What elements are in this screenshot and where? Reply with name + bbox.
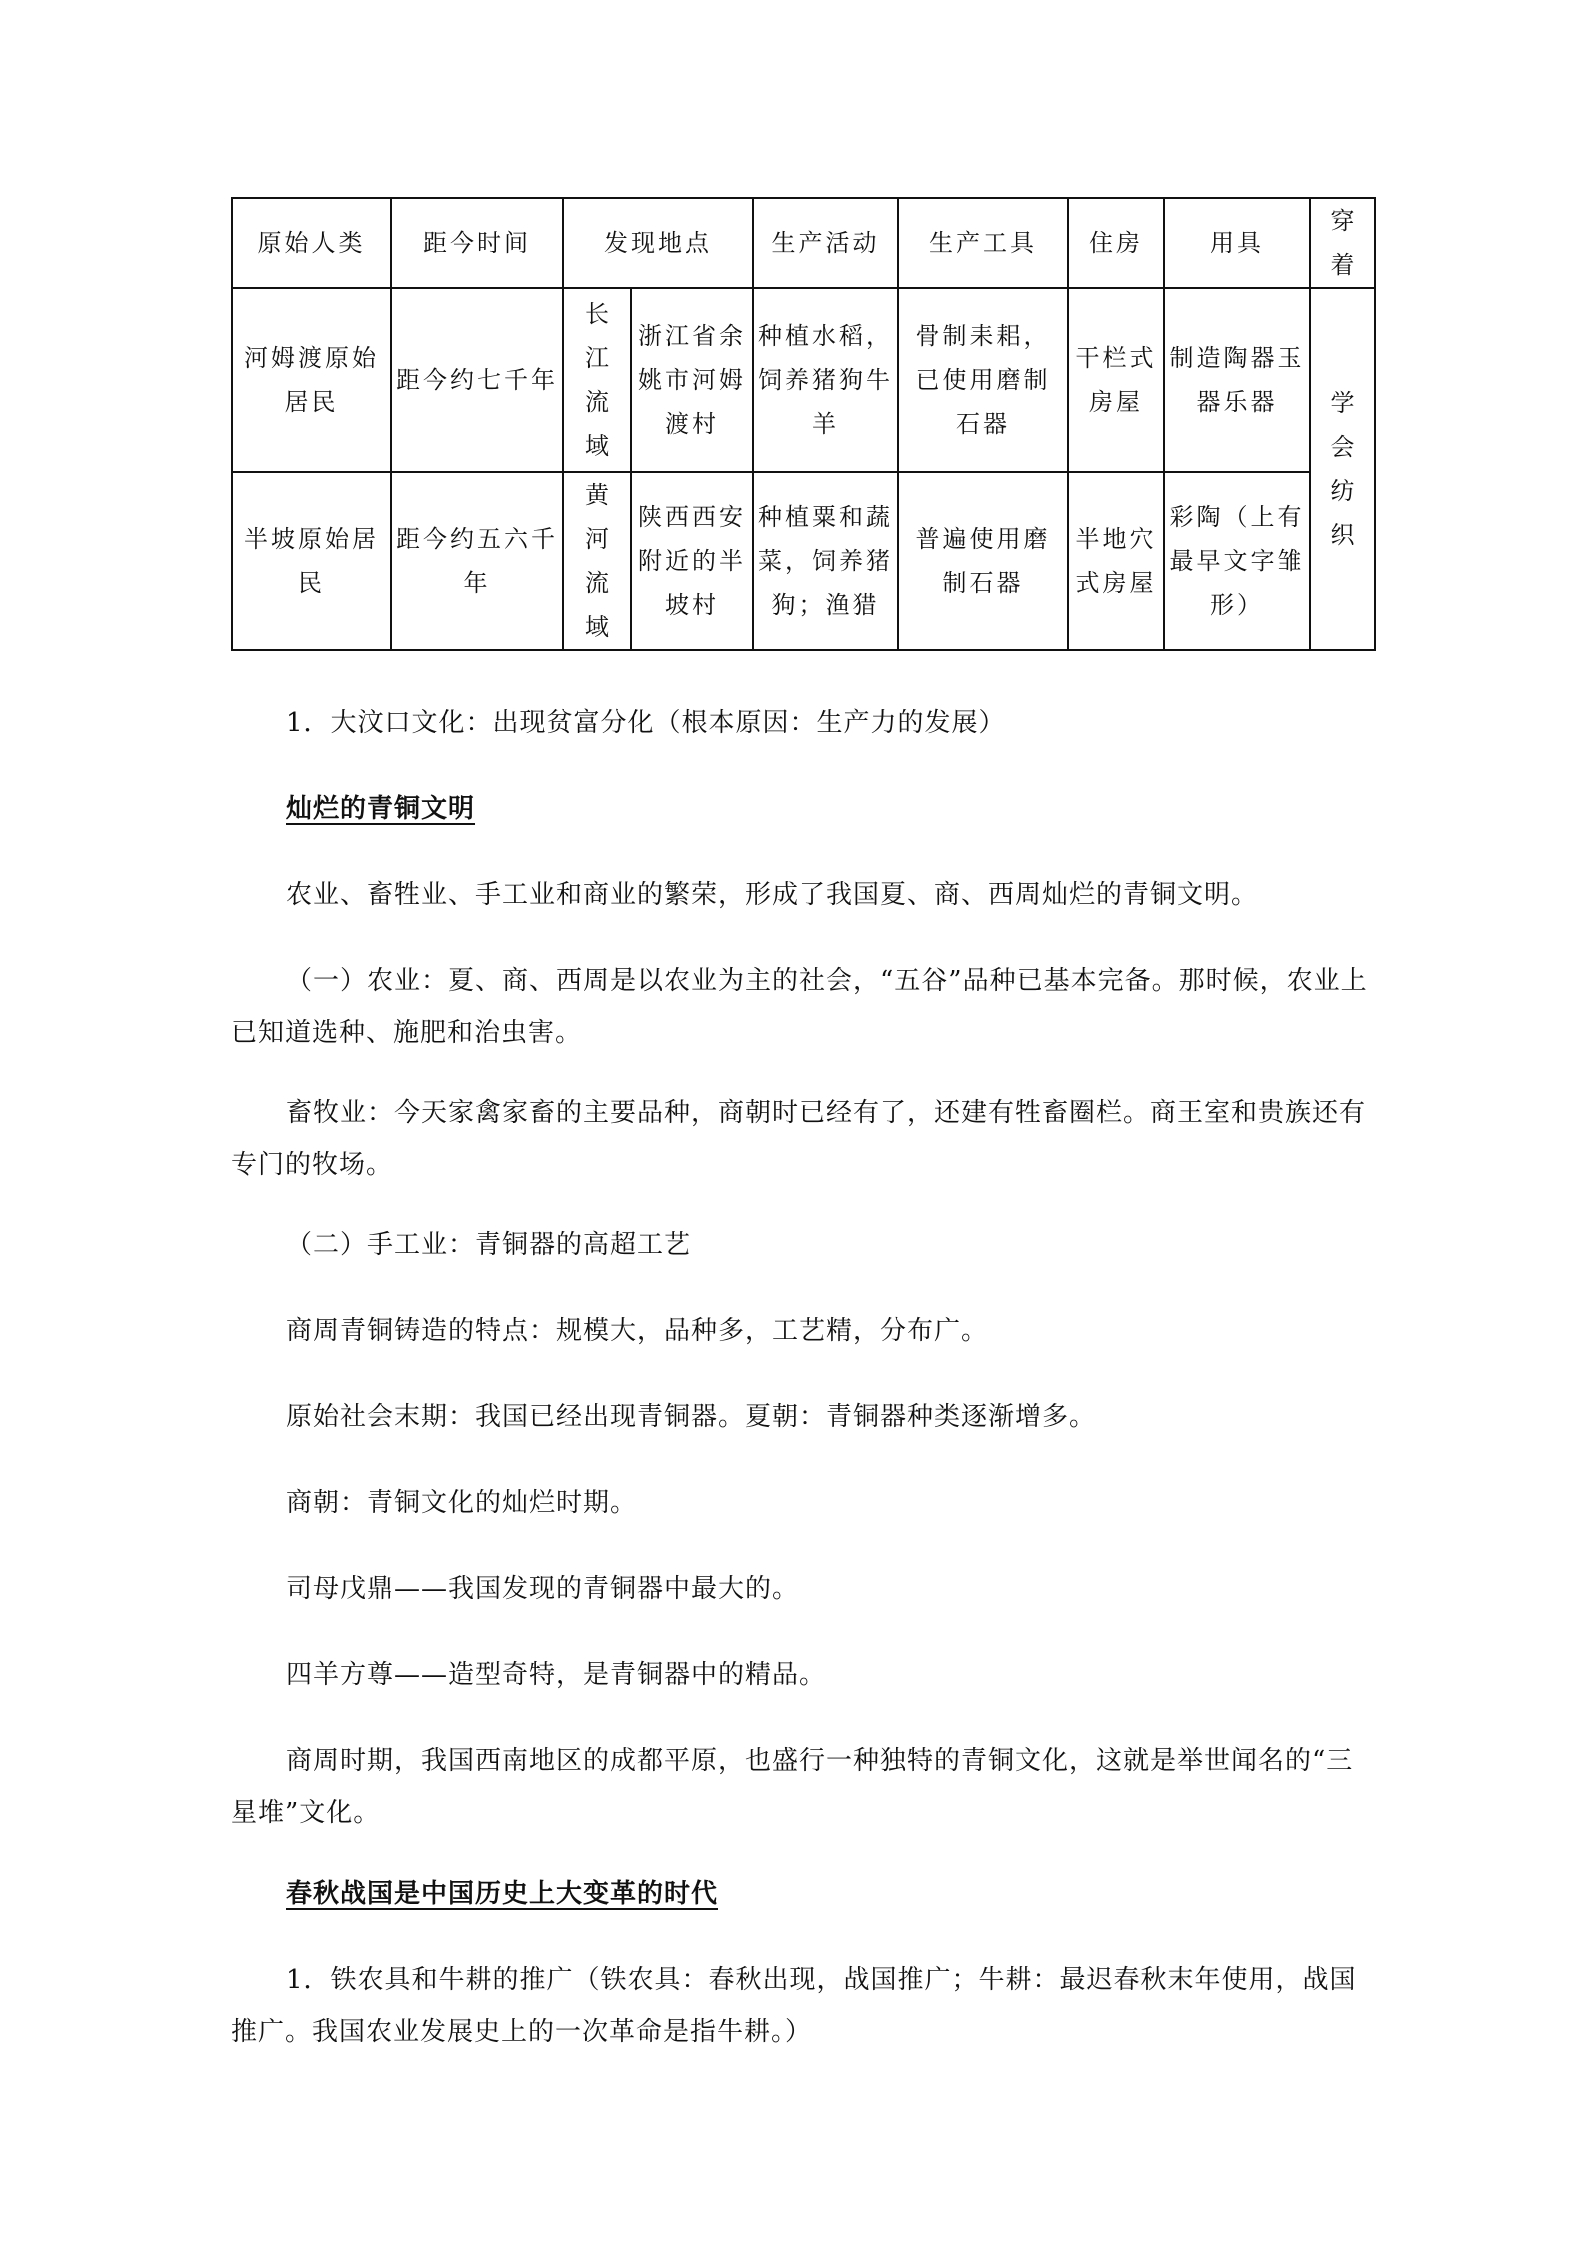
- primitive-people-table: [231, 197, 1376, 651]
- paragraph-dawenkou: 1．大汶口文化：出现贫富分化（根本原因：生产力的发展）: [286, 708, 1006, 738]
- header-tools: 生产工具: [898, 198, 1068, 288]
- cell-housing: 半地穴式房屋: [1068, 472, 1164, 650]
- cell-place: 浙江省余姚市河姆渡村: [631, 288, 753, 472]
- cell-housing: 干栏式房屋: [1068, 288, 1164, 472]
- paragraph-handicraft: （二）手工业：青铜器的高超工艺: [286, 1230, 692, 1260]
- header-people: 原始人类: [232, 198, 391, 288]
- cell-place: 陕西西安附近的半坡村: [631, 472, 753, 650]
- header-utensils: 用具: [1164, 198, 1310, 288]
- paragraph-iron-tools: 1．铁农具和牛耕的推广（铁农具：春秋出现，战国推广；牛耕：最迟春秋末年使用，战国推广。我国农业发展史上的一次革命是指牛耕。）: [231, 1965, 1357, 2047]
- section-heading-spring-autumn: 春秋战国是中国历史上大变革的时代: [286, 1879, 719, 1909]
- cell-region: [563, 288, 631, 472]
- header-activity: 生产活动: [753, 198, 898, 288]
- header-clothing-text: 穿着: [1330, 207, 1355, 279]
- cell-tools: 普遍使用磨制石器: [898, 472, 1068, 650]
- cell-activity: 种植粟和蔬菜，饲养猪狗；渔猎: [753, 472, 898, 650]
- cell-time: 距今约七千年: [391, 288, 563, 472]
- paragraph-shang: 商朝：青铜文化的灿烂时期。: [286, 1488, 638, 1518]
- cell-utensils: 制造陶器玉器乐器: [1164, 288, 1310, 472]
- table-header-row: [232, 198, 1375, 288]
- cell-activity: 种植水稻，饲养猪狗牛羊: [753, 288, 898, 472]
- cell-region: [563, 472, 631, 650]
- header-location: 发现地点: [563, 198, 753, 288]
- cell-region-text: 黄河流域: [585, 481, 609, 641]
- paragraph-late-primitive: 原始社会末期：我国已经出现青铜器。夏朝：青铜器种类逐渐增多。: [286, 1402, 1097, 1432]
- paragraph-agriculture: （一）农业：夏、商、西周是以农业为主的社会，“五谷”品种已基本完备。那时候，农业上已知道选种、施肥和治虫害。: [231, 966, 1368, 1048]
- cell-tools: 骨制耒耜，已使用磨制石器: [898, 288, 1068, 472]
- cell-clothing: [1310, 288, 1375, 650]
- paragraph-sanxingdui: 商周时期，我国西南地区的成都平原，也盛行一种独特的青铜文化，这就是举世闻名的“三星堆”文化。: [231, 1746, 1354, 1828]
- table-row: [232, 472, 1375, 650]
- paragraph-animal-husbandry: 畜牧业：今天家禽家畜的主要品种，商朝时已经有了，还建有牲畜圈栏。商王室和贵族还有专门的牧场。: [231, 1098, 1367, 1180]
- cell-region-text: 长江流域: [585, 300, 609, 460]
- cell-clothing-text: 学会纺织: [1330, 389, 1355, 549]
- cell-time: 距今约五六千年: [391, 472, 563, 650]
- table-row: [232, 288, 1375, 472]
- cell-utensils: 彩陶（上有最早文字雏形）: [1164, 472, 1310, 650]
- paragraph-bronze-intro: 农业、畜牲业、手工业和商业的繁荣，形成了我国夏、商、西周灿烂的青铜文明。: [286, 880, 1259, 910]
- paragraph-simuwu-ding: 司母戊鼎——我国发现的青铜器中最大的。: [286, 1574, 800, 1604]
- header-housing: 住房: [1068, 198, 1164, 288]
- header-time: 距今时间: [391, 198, 563, 288]
- paragraph-casting-features: 商周青铜铸造的特点：规模大，品种多，工艺精，分布广。: [286, 1316, 989, 1346]
- cell-people: 河姆渡原始居民: [232, 288, 391, 472]
- cell-people: 半坡原始居民: [232, 472, 391, 650]
- paragraph-four-ram-zun: 四羊方尊——造型奇特，是青铜器中的精品。: [286, 1660, 827, 1690]
- section-heading-bronze: 灿烂的青铜文明: [286, 794, 476, 824]
- header-clothing: [1310, 198, 1375, 288]
